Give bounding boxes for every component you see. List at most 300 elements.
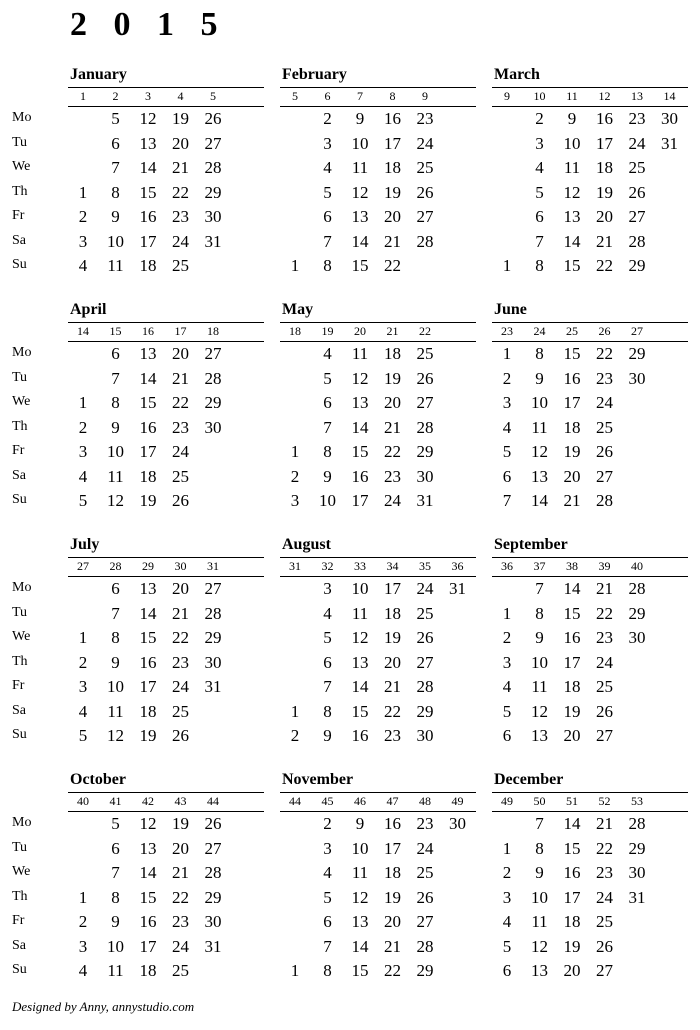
day-cell: 8 (323, 442, 332, 461)
day-cell: 10 (351, 838, 369, 858)
day-cell: 3 (502, 393, 512, 412)
month-rule-top (492, 557, 688, 558)
day-cell: 15 (351, 701, 369, 721)
day-cell: 21 (172, 158, 189, 177)
day-cell: 13 (351, 912, 369, 931)
day-cell: 17 (563, 393, 581, 412)
day-cell: 3 (78, 677, 88, 696)
week-number: 40 (77, 794, 89, 808)
day-cell: 27 (204, 344, 222, 363)
month-rule-top (68, 322, 264, 323)
month-rule-top (492, 322, 688, 323)
day-cell: 15 (563, 603, 581, 623)
month-rule-bottom (492, 341, 688, 342)
day-cell: 26 (172, 726, 189, 745)
day-cell: 20 (172, 579, 189, 598)
day-cell: 2 (78, 912, 88, 931)
day-cell: 10 (107, 442, 124, 461)
weekday-label: Th (12, 653, 28, 669)
day-cell: 12 (351, 628, 369, 647)
day-cell: 22 (172, 393, 189, 412)
week-number: 26 (598, 324, 611, 338)
weekday-label: Su (12, 727, 27, 742)
day-cell: 18 (139, 256, 157, 275)
day-cell: 19 (384, 182, 401, 202)
day-cell: 8 (535, 838, 544, 858)
day-cell: 7 (535, 231, 544, 251)
week-number: 29 (142, 559, 154, 573)
week-number: 18 (289, 324, 301, 338)
day-cell: 5 (323, 887, 332, 907)
day-cell: 22 (384, 442, 401, 461)
day-cell: 11 (531, 677, 548, 696)
week-number: 43 (174, 794, 187, 808)
month-name: May (282, 301, 314, 318)
day-cell: 30 (416, 466, 434, 486)
day-cell: 12 (351, 182, 369, 202)
day-cell: 5 (78, 726, 88, 745)
day-cell: 29 (416, 442, 434, 461)
day-cell: 7 (535, 814, 544, 833)
week-number: 6 (324, 89, 331, 103)
day-cell: 1 (502, 344, 512, 363)
month-july (68, 536, 264, 766)
day-cell: 24 (416, 133, 434, 153)
day-cell: 2 (502, 863, 512, 882)
month-december (492, 771, 688, 1001)
day-cell: 9 (355, 814, 365, 833)
day-cell: 10 (107, 677, 124, 696)
day-cell: 5 (323, 628, 332, 647)
month-march (492, 66, 688, 296)
day-cell: 17 (139, 442, 157, 461)
day-cell: 10 (531, 652, 548, 672)
day-cell: 11 (351, 344, 369, 363)
day-cell: 11 (351, 603, 369, 623)
day-cell: 10 (531, 393, 548, 412)
year-title: 2 0 1 5 (70, 6, 227, 43)
day-cell: 6 (323, 393, 332, 412)
day-cell: 28 (416, 677, 434, 696)
day-cell: 6 (323, 207, 332, 226)
day-cell: 29 (416, 701, 434, 721)
day-cell: 17 (351, 491, 369, 510)
day-cell: 22 (172, 182, 189, 202)
day-cell: 17 (563, 887, 581, 907)
day-cell: 8 (111, 628, 120, 647)
day-cell: 23 (172, 652, 189, 672)
day-cell: 28 (596, 491, 613, 510)
day-cell: 2 (78, 417, 88, 437)
day-cell: 4 (323, 863, 332, 882)
day-cell: 25 (172, 961, 189, 980)
day-cell: 28 (204, 368, 222, 388)
week-number: 40 (631, 559, 643, 573)
day-cell: 1 (78, 393, 88, 412)
day-cell: 27 (416, 912, 434, 931)
day-cell: 16 (351, 466, 369, 486)
day-cell: 19 (384, 368, 401, 388)
week-number: 13 (631, 89, 643, 103)
month-rule-bottom (68, 341, 264, 342)
day-cell: 4 (502, 677, 512, 696)
week-number: 39 (598, 559, 611, 573)
week-number: 37 (533, 559, 546, 573)
day-cell: 9 (111, 652, 120, 672)
day-cell: 3 (78, 231, 88, 251)
day-cell: 12 (107, 726, 124, 745)
week-number: 2 (112, 89, 119, 103)
day-cell: 16 (139, 912, 157, 931)
day-cell: 13 (139, 344, 157, 363)
day-cell: 13 (563, 207, 581, 226)
day-cell: 27 (204, 133, 222, 153)
day-cell: 5 (111, 109, 120, 128)
month-name: November (282, 771, 354, 788)
day-cell: 26 (416, 887, 434, 907)
day-cell: 11 (107, 961, 124, 980)
month-name: July (70, 536, 100, 553)
day-cell: 5 (323, 368, 332, 388)
day-cell: 26 (596, 442, 613, 461)
month-rule-top (280, 87, 476, 88)
day-cell: 25 (416, 344, 434, 363)
day-cell: 22 (172, 887, 189, 907)
day-cell: 9 (535, 628, 544, 647)
day-cell: 30 (628, 628, 646, 647)
day-cell: 8 (111, 182, 120, 202)
day-cell: 19 (172, 109, 189, 128)
day-cell: 19 (172, 814, 189, 833)
weekday-label: Su (12, 962, 27, 977)
day-cell: 25 (596, 417, 613, 437)
weekday-label: Mo (12, 345, 32, 360)
weekday-label: Th (12, 183, 28, 199)
day-cell: 6 (111, 838, 120, 858)
day-cell: 13 (531, 466, 548, 486)
day-cell: 22 (384, 256, 401, 275)
day-cell: 4 (323, 158, 332, 177)
week-number: 4 (177, 89, 184, 103)
month-name: October (70, 771, 126, 788)
day-cell: 25 (596, 912, 613, 931)
day-cell: 4 (502, 912, 512, 931)
day-cell: 9 (111, 417, 120, 437)
day-cell: 27 (416, 207, 434, 226)
day-cell: 29 (628, 344, 646, 363)
day-cell: 15 (139, 182, 157, 202)
day-cell: 3 (323, 838, 332, 858)
day-cell: 19 (596, 182, 613, 202)
day-cell: 8 (535, 603, 544, 623)
day-cell: 1 (502, 256, 512, 275)
month-rule-bottom (280, 106, 476, 107)
month-name: February (282, 66, 347, 83)
day-cell: 10 (531, 887, 548, 907)
day-cell: 12 (351, 887, 369, 907)
day-cell: 9 (535, 368, 544, 388)
day-cell: 3 (78, 936, 88, 956)
day-cell: 14 (531, 491, 548, 510)
day-cell: 17 (384, 579, 401, 598)
day-cell: 26 (596, 936, 613, 956)
day-cell: 15 (351, 961, 369, 980)
day-cell: 8 (323, 256, 332, 275)
day-cell: 13 (531, 726, 548, 745)
day-cell: 30 (628, 368, 646, 388)
weekday-label: Fr (12, 208, 25, 223)
day-cell: 11 (563, 158, 581, 177)
day-cell: 22 (596, 838, 613, 858)
day-cell: 5 (323, 182, 332, 202)
day-cell: 27 (596, 961, 613, 980)
day-cell: 30 (449, 814, 466, 833)
day-cell: 11 (107, 466, 124, 486)
day-cell: 15 (351, 442, 369, 461)
week-number: 7 (357, 89, 363, 103)
day-cell: 18 (563, 677, 581, 696)
weekday-label: We (12, 629, 31, 644)
day-cell: 14 (563, 579, 581, 598)
day-cell: 29 (204, 887, 222, 907)
month-rule-top (68, 557, 264, 558)
day-cell: 6 (535, 207, 544, 226)
week-number: 24 (533, 324, 546, 338)
day-cell: 15 (563, 256, 581, 275)
day-cell: 14 (351, 677, 369, 696)
day-cell: 28 (628, 579, 646, 598)
day-cell: 22 (596, 603, 613, 623)
week-number: 14 (663, 89, 676, 103)
month-rule-bottom (492, 811, 688, 812)
day-cell: 24 (596, 887, 613, 907)
day-cell: 19 (139, 726, 157, 745)
day-cell: 6 (111, 344, 120, 363)
month-rule-bottom (492, 106, 688, 107)
day-cell: 11 (531, 912, 548, 931)
weekday-label: Th (12, 418, 28, 434)
day-cell: 30 (204, 417, 222, 437)
day-cell: 24 (384, 491, 401, 510)
week-number: 53 (631, 794, 643, 808)
day-cell: 4 (535, 158, 544, 177)
day-cell: 23 (628, 109, 646, 128)
day-cell: 28 (204, 863, 222, 882)
day-cell: 7 (111, 603, 120, 623)
week-number: 33 (354, 559, 366, 573)
week-number: 18 (207, 324, 219, 338)
day-cell: 8 (323, 961, 332, 980)
day-cell: 25 (596, 677, 613, 696)
day-cell: 7 (111, 368, 120, 388)
week-number: 25 (566, 324, 578, 338)
day-cell: 25 (172, 256, 189, 275)
week-number: 38 (566, 559, 578, 573)
day-cell: 31 (449, 579, 466, 598)
day-cell: 21 (596, 579, 613, 598)
weekday-label: Fr (12, 913, 25, 928)
week-number: 36 (451, 559, 464, 573)
day-cell: 21 (384, 936, 401, 956)
month-name: December (494, 771, 564, 788)
day-cell: 16 (563, 368, 581, 388)
month-name: April (70, 301, 107, 318)
day-cell: 14 (139, 368, 157, 388)
day-cell: 24 (172, 936, 189, 956)
day-cell: 19 (139, 491, 157, 510)
day-cell: 24 (628, 133, 646, 153)
day-cell: 17 (139, 677, 157, 696)
day-cell: 23 (384, 726, 401, 745)
week-number: 47 (386, 794, 399, 808)
day-cell: 20 (172, 133, 189, 153)
week-number: 15 (109, 324, 122, 338)
week-number: 5 (210, 89, 216, 103)
weekday-label: Fr (12, 678, 25, 693)
day-cell: 8 (111, 393, 120, 412)
day-cell: 19 (384, 628, 401, 647)
day-cell: 9 (111, 912, 120, 931)
day-cell: 23 (172, 207, 189, 226)
day-cell: 2 (290, 726, 300, 745)
week-number: 9 (504, 89, 510, 103)
weekday-label: Su (12, 492, 27, 507)
day-cell: 2 (290, 466, 300, 486)
day-cell: 4 (78, 961, 88, 980)
day-cell: 20 (384, 393, 401, 412)
day-cell: 2 (323, 109, 332, 128)
day-cell: 1 (78, 887, 88, 907)
day-cell: 29 (628, 603, 646, 623)
day-cell: 7 (323, 936, 332, 956)
month-may (280, 301, 476, 531)
day-cell: 16 (384, 109, 401, 128)
month-rule-bottom (280, 341, 476, 342)
day-cell: 30 (204, 912, 222, 931)
day-cell: 8 (535, 344, 544, 363)
day-cell: 28 (416, 936, 434, 956)
day-cell: 21 (596, 231, 613, 251)
week-number: 44 (289, 794, 301, 808)
month-rule-bottom (68, 576, 264, 577)
day-cell: 31 (204, 936, 222, 956)
weekday-label: Mo (12, 815, 32, 830)
day-cell: 7 (323, 417, 332, 437)
day-cell: 1 (78, 628, 88, 647)
day-cell: 25 (416, 603, 434, 623)
day-cell: 25 (416, 863, 434, 882)
day-cell: 26 (416, 368, 434, 388)
month-name: June (494, 301, 527, 318)
day-cell: 15 (563, 838, 581, 858)
day-cell: 15 (139, 628, 157, 647)
day-cell: 21 (172, 863, 189, 882)
day-cell: 2 (323, 814, 332, 833)
day-cell: 10 (351, 579, 369, 598)
month-rule-bottom (68, 811, 264, 812)
day-cell: 7 (323, 677, 332, 696)
day-cell: 24 (172, 677, 189, 696)
day-cell: 31 (661, 133, 678, 153)
day-cell: 28 (204, 603, 222, 623)
day-cell: 16 (596, 109, 613, 128)
month-name: September (494, 536, 568, 553)
day-cell: 8 (111, 887, 120, 907)
day-cell: 7 (535, 579, 544, 598)
day-cell: 16 (563, 628, 581, 647)
day-cell: 3 (535, 133, 544, 153)
day-cell: 6 (111, 133, 120, 153)
week-number: 50 (533, 794, 546, 808)
day-cell: 28 (416, 231, 434, 251)
day-cell: 16 (139, 652, 157, 672)
day-cell: 21 (172, 368, 189, 388)
day-cell: 15 (139, 887, 157, 907)
week-number: 41 (109, 794, 122, 808)
day-cell: 29 (204, 393, 222, 412)
day-cell: 19 (563, 442, 581, 461)
week-number: 12 (598, 89, 611, 103)
day-cell: 3 (78, 442, 88, 461)
week-number: 31 (289, 559, 301, 573)
day-cell: 2 (78, 207, 88, 226)
day-cell: 22 (596, 256, 613, 275)
day-cell: 28 (416, 417, 434, 437)
month-name: January (70, 66, 127, 83)
month-rule-top (68, 87, 264, 88)
week-number: 27 (631, 324, 643, 338)
day-cell: 11 (107, 256, 124, 275)
month-name: August (282, 536, 331, 553)
week-number: 52 (598, 794, 611, 808)
week-number: 30 (174, 559, 187, 573)
day-cell: 24 (172, 231, 189, 251)
day-cell: 14 (351, 417, 369, 437)
day-cell: 31 (204, 677, 222, 696)
day-cell: 13 (531, 961, 548, 980)
weekday-label: Th (12, 888, 28, 904)
week-number: 21 (386, 324, 399, 338)
weekday-label: Mo (12, 110, 32, 125)
day-cell: 21 (384, 417, 401, 437)
week-number: 31 (207, 559, 219, 573)
day-cell: 1 (502, 838, 512, 858)
week-number: 16 (142, 324, 154, 338)
weekday-label: Sa (12, 702, 26, 718)
week-number: 34 (386, 559, 399, 573)
day-cell: 6 (111, 579, 120, 598)
day-cell: 1 (290, 442, 300, 461)
day-cell: 20 (384, 652, 401, 672)
month-rule-bottom (280, 811, 476, 812)
day-cell: 27 (596, 466, 613, 486)
day-cell: 19 (384, 887, 401, 907)
day-cell: 28 (628, 814, 646, 833)
day-cell: 26 (172, 491, 189, 510)
day-cell: 1 (290, 256, 300, 275)
day-cell: 27 (416, 393, 434, 412)
week-number: 14 (77, 324, 89, 338)
day-cell: 12 (139, 109, 157, 128)
day-cell: 27 (596, 726, 613, 745)
day-cell: 31 (204, 231, 222, 251)
day-cell: 12 (531, 701, 548, 721)
day-cell: 6 (502, 466, 512, 486)
day-cell: 12 (531, 936, 548, 956)
month-november (280, 771, 476, 1001)
day-cell: 9 (111, 207, 120, 226)
day-cell: 10 (319, 491, 336, 510)
